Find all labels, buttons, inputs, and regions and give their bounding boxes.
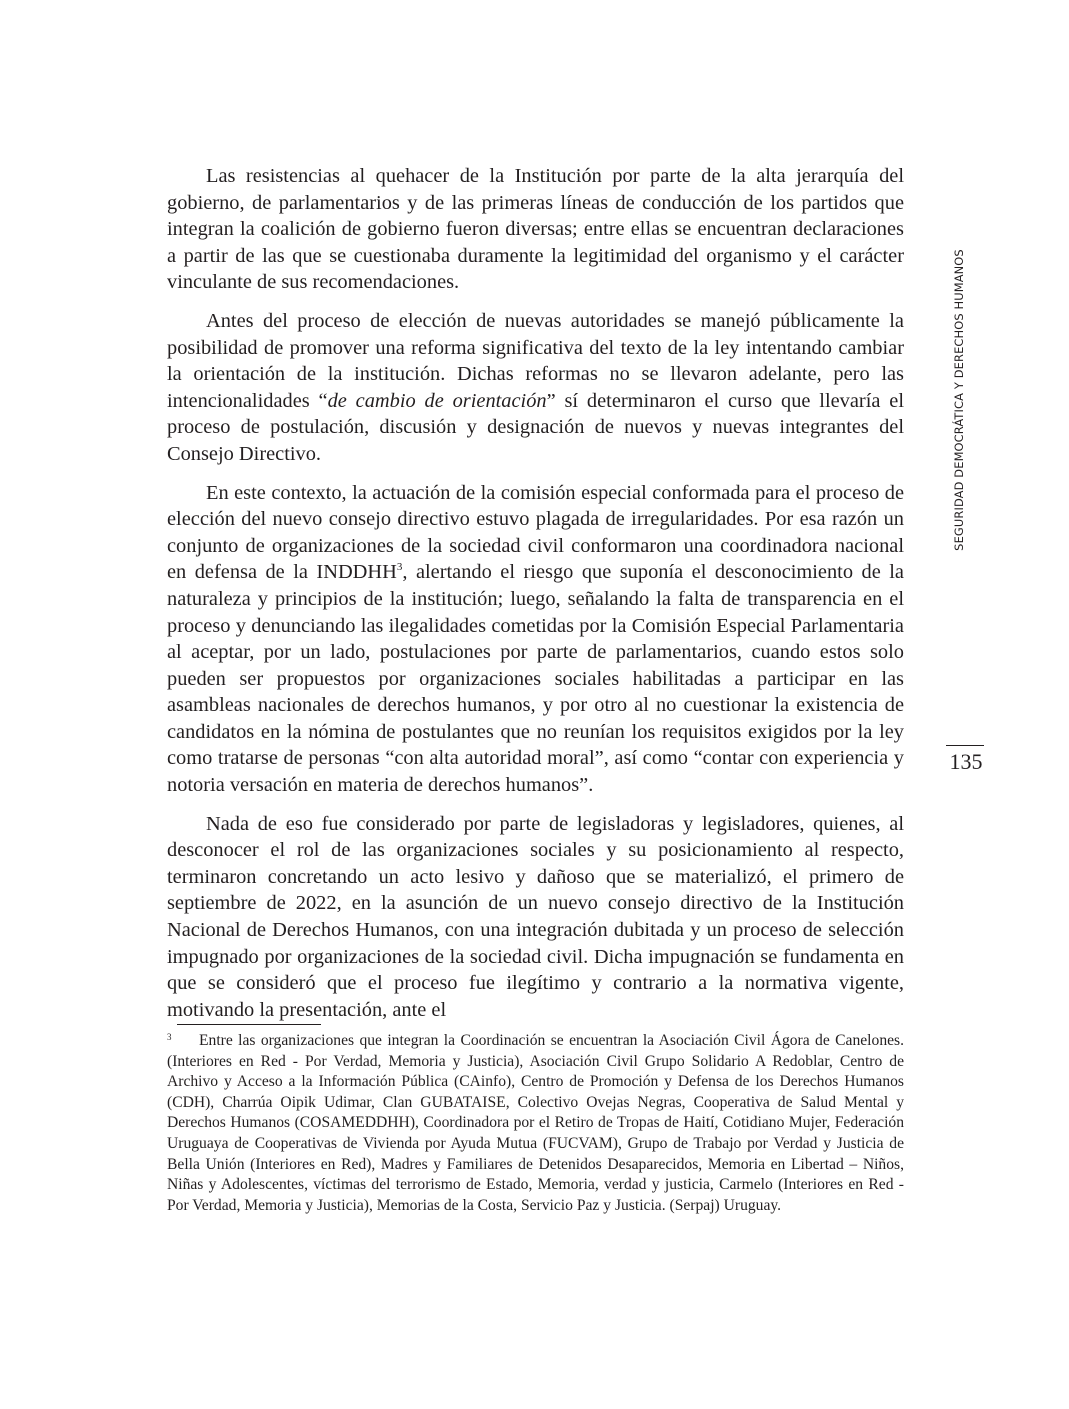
paragraph-2-text-end: ” sí determinaron el curso que llevaría el proceso de postulación, discusión y designación de nuevos y nuevas integrantes del Consejo Directivo. — [167, 389, 904, 465]
paragraph-3-text-end: , alertando el riesgo que suponía el desconocimiento de la naturaleza y principios de la institución; luego, señalando la falta de transparencia en el proceso y denunciando las ilegalidades cometidas por la Comisión Especial Parlamentaria al aceptar, por un lado, postulaciones por parte de parlamentarios, cuando estos solo pueden ser propuestos por organizaciones sociales habilitadas a participar en las asambleas nacionales de derechos humanos, y por otro al no cuestionar la existencia de candidatos en la nómina de postulantes que no reunían los requisitos exigidos por la ley como tratarse de personas “con alta autoridad moral”, así como “contar con experiencia y notoria versación en materia de derechos humanos”. — [167, 561, 904, 797]
footnote-separator — [177, 1024, 321, 1025]
running-head: SEGURIDAD DEMOCRÁTICA Y DERECHOS HUMANOS — [952, 249, 966, 551]
page-number-rule — [946, 745, 984, 746]
paragraph-1 — [167, 163, 904, 296]
body-text — [167, 163, 904, 1035]
footnote-text: Entre las organizaciones que integran la Coordinación se encuentran la Asociación Civil Ágora de Canelones. (Interiores en Red - Por Verdad, Memoria y Justicia), Asociación Civil Grupo Solidario A Redoblar, Centro de Archivo y Acceso a la Información Pública (CAinfo), Centro de Promoción y Defensa de los Derechos Humanos (CDH), Charrúa Oipik Udimar, Clan GUBATAISE, Colectivo Ovejas Negras, Cooperativa de Salud Mental y Derechos Humanos (COSAMEDDHH), Coordinadora por el Retiro de Tropas de Haití, Cotidiano Mujer, Federación Uruguaya de Cooperativas de Vivienda por Ayuda Mutua (FUCVAM), Grupo de Trabajo por Verdad y Justicia de Bella Unión (Interiores en Red), Madres y Familiares de Detenidos Desaparecidos, Memoria en Libertad – Niños, Niñas y Adolescentes, víctimas del terrorismo de Estado, Memoria, verdad y justicia, Carmelo (Interiores en Red - Por Verdad, Memoria y Justicia), Memorias de la Costa, Servicio Paz y Justicia. (Serpaj) Uruguay. — [167, 1032, 904, 1214]
paragraph-2 — [167, 308, 904, 468]
footnote — [167, 1031, 904, 1216]
footnote-mark: 3 — [167, 1032, 172, 1042]
paragraph-2-italic-phrase: de cambio de orientación — [327, 389, 547, 412]
paragraph-3 — [167, 480, 904, 799]
paragraph-1-text: Las resistencias al quehacer de la Institución por parte de la alta jerarquía del gobierno, de parlamentarios y de las primeras líneas de conducción de los partidos que integran la coalición de gobierno fueron diversas; entre ellas se encuentran declaraciones a partir de las que se cuestionaba duramente la legitimidad del organismo y el carácter vinculante de sus recomendaciones. — [167, 165, 904, 294]
footnote-reference: 3 — [396, 560, 403, 573]
paragraph-2-text-start: Antes del proceso de elección de nuevas autoridades se manejó públicamente la posibilidad de promover una reforma significativa del texto de la ley intentando cambiar la orientación de la institución. Dichas reformas no se llevaron adelante, pero las intencionalidades “ — [167, 309, 904, 412]
paragraph-4 — [167, 811, 904, 1024]
paragraph-3-text-start: En este contexto, la actuación de la comisión especial conformada para el proceso de elección del nuevo consejo directivo estuvo plagada de irregularidades. Por esa razón un conjunto de organizaciones de la sociedad civil conformaron una coordinadora nacional en defensa de la INDDHH — [167, 481, 904, 584]
page-number: 135 — [949, 749, 983, 774]
paragraph-4-text: Nada de eso fue considerado por parte de legisladoras y legisladores, quienes, al desconocer el rol de las organizaciones sociales y su posicionamiento al respecto, terminaron concretando un acto lesivo y dañoso que se materializó, el primero de septiembre de 2022, en la asunción de un nuevo consejo directivo de la Institución Nacional de Derechos Humanos, con una integración dubitada y un proceso de selección impugnado por organizaciones de la sociedad civil. Dicha impugnación se fundamenta en que se consideró que el proceso fue ilegítimo y contrario a la normativa vigente, motivando la presentación, ante el — [167, 812, 904, 1021]
